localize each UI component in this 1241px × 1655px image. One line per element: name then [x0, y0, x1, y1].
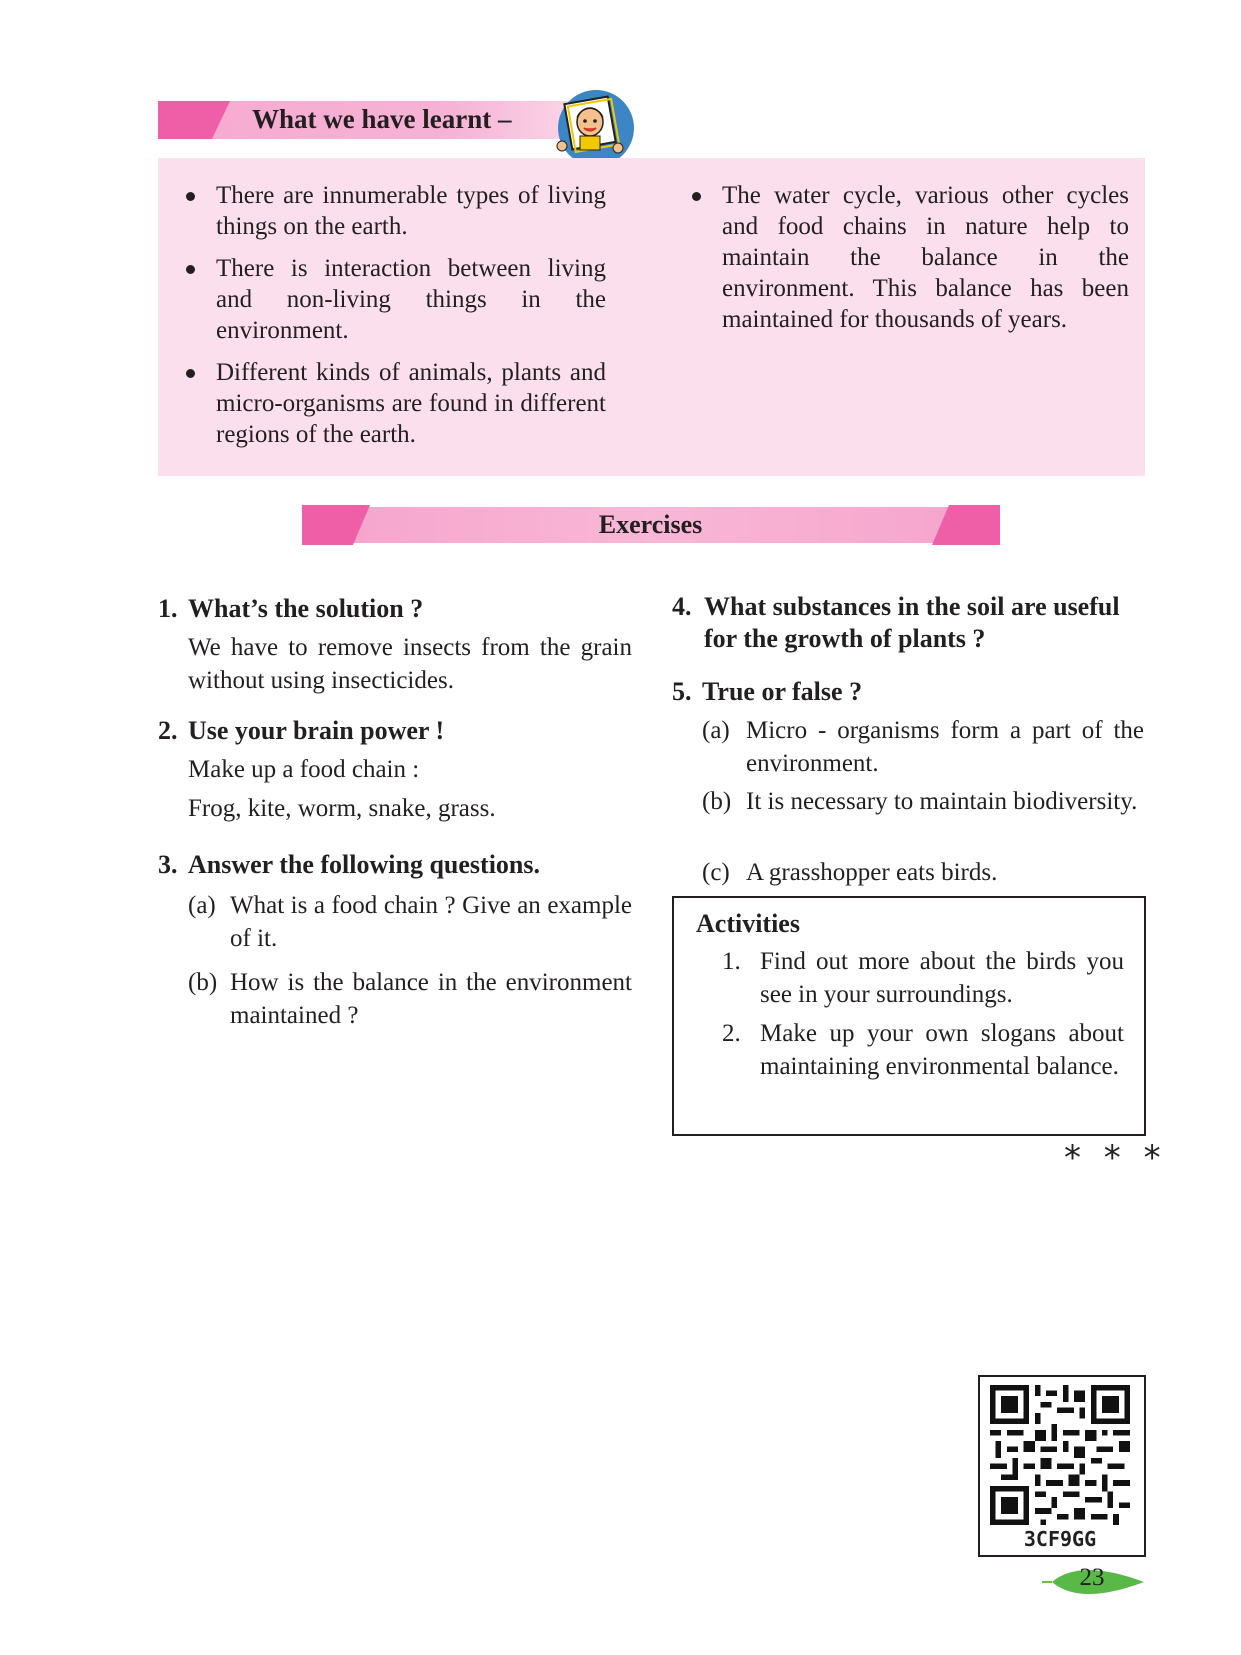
- question-4-title: 4. What substances in the soil are useful for the growth of plants ?: [672, 592, 1120, 653]
- question-1-title: 1. What’s the solution ?: [158, 594, 424, 623]
- question-5-item-b: (b) It is necessary to maintain biodiversity.: [702, 788, 1138, 815]
- end-mark: * * *: [1064, 1138, 1167, 1178]
- bullet-icon: [186, 369, 195, 378]
- question-5-title: 5. True or false ?: [672, 677, 863, 706]
- qr-code-icon[interactable]: [990, 1385, 1130, 1525]
- question-1-text: We have to remove insects from the grain without using insecticides.: [188, 634, 632, 694]
- bullet-icon: [186, 265, 195, 274]
- list-item: The water cycle, various other cycles and food chains in nature help to maintain the balance in the environment. This balance has been maintained for thousands of years.: [692, 180, 1129, 335]
- list-item: There is interaction between living and non-living things in the environment.: [186, 253, 606, 346]
- question-2-line-1: Make up a food chain :: [188, 756, 420, 783]
- question-3-title: 3. Answer the following questions.: [158, 850, 541, 879]
- exercises-title: Exercises: [598, 510, 703, 539]
- bullet-icon: [186, 192, 195, 201]
- activities-title: Activities: [696, 909, 800, 938]
- question-5-item-c: (c) A grasshopper eats birds.: [702, 859, 998, 886]
- list-item: Different kinds of animals, plants and micro-organisms are found in different regions of the earth.: [186, 357, 606, 450]
- learnt-title: What we have learnt –: [252, 104, 512, 134]
- qr-code-label: 3CF9GG: [1023, 1527, 1097, 1551]
- activity-item-1: 1. Find out more about the birds you see in your surroundings.: [722, 948, 1124, 1008]
- activity-item-2: 2. Make up your own slogans about maintaining environmental balance.: [722, 1020, 1124, 1080]
- learnt-right-list: [692, 180, 1129, 346]
- page-number: 23: [1079, 1564, 1105, 1591]
- bullet-icon: [692, 192, 701, 201]
- list-item: There are innumerable types of living things on the earth.: [186, 180, 606, 242]
- question-2-line-2: Frog, kite, worm, snake, grass.: [188, 795, 496, 822]
- question-3-item-b: (b) How is the balance in the environment maintained ?: [188, 969, 632, 1029]
- question-2-title: 2. Use your brain power !: [158, 716, 445, 745]
- learnt-left-list: [186, 180, 606, 461]
- question-5-item-a: (a) Micro - organisms form a part of the environment.: [702, 717, 1144, 777]
- question-3-item-a: (a) What is a food chain ? Give an example of it.: [188, 892, 632, 952]
